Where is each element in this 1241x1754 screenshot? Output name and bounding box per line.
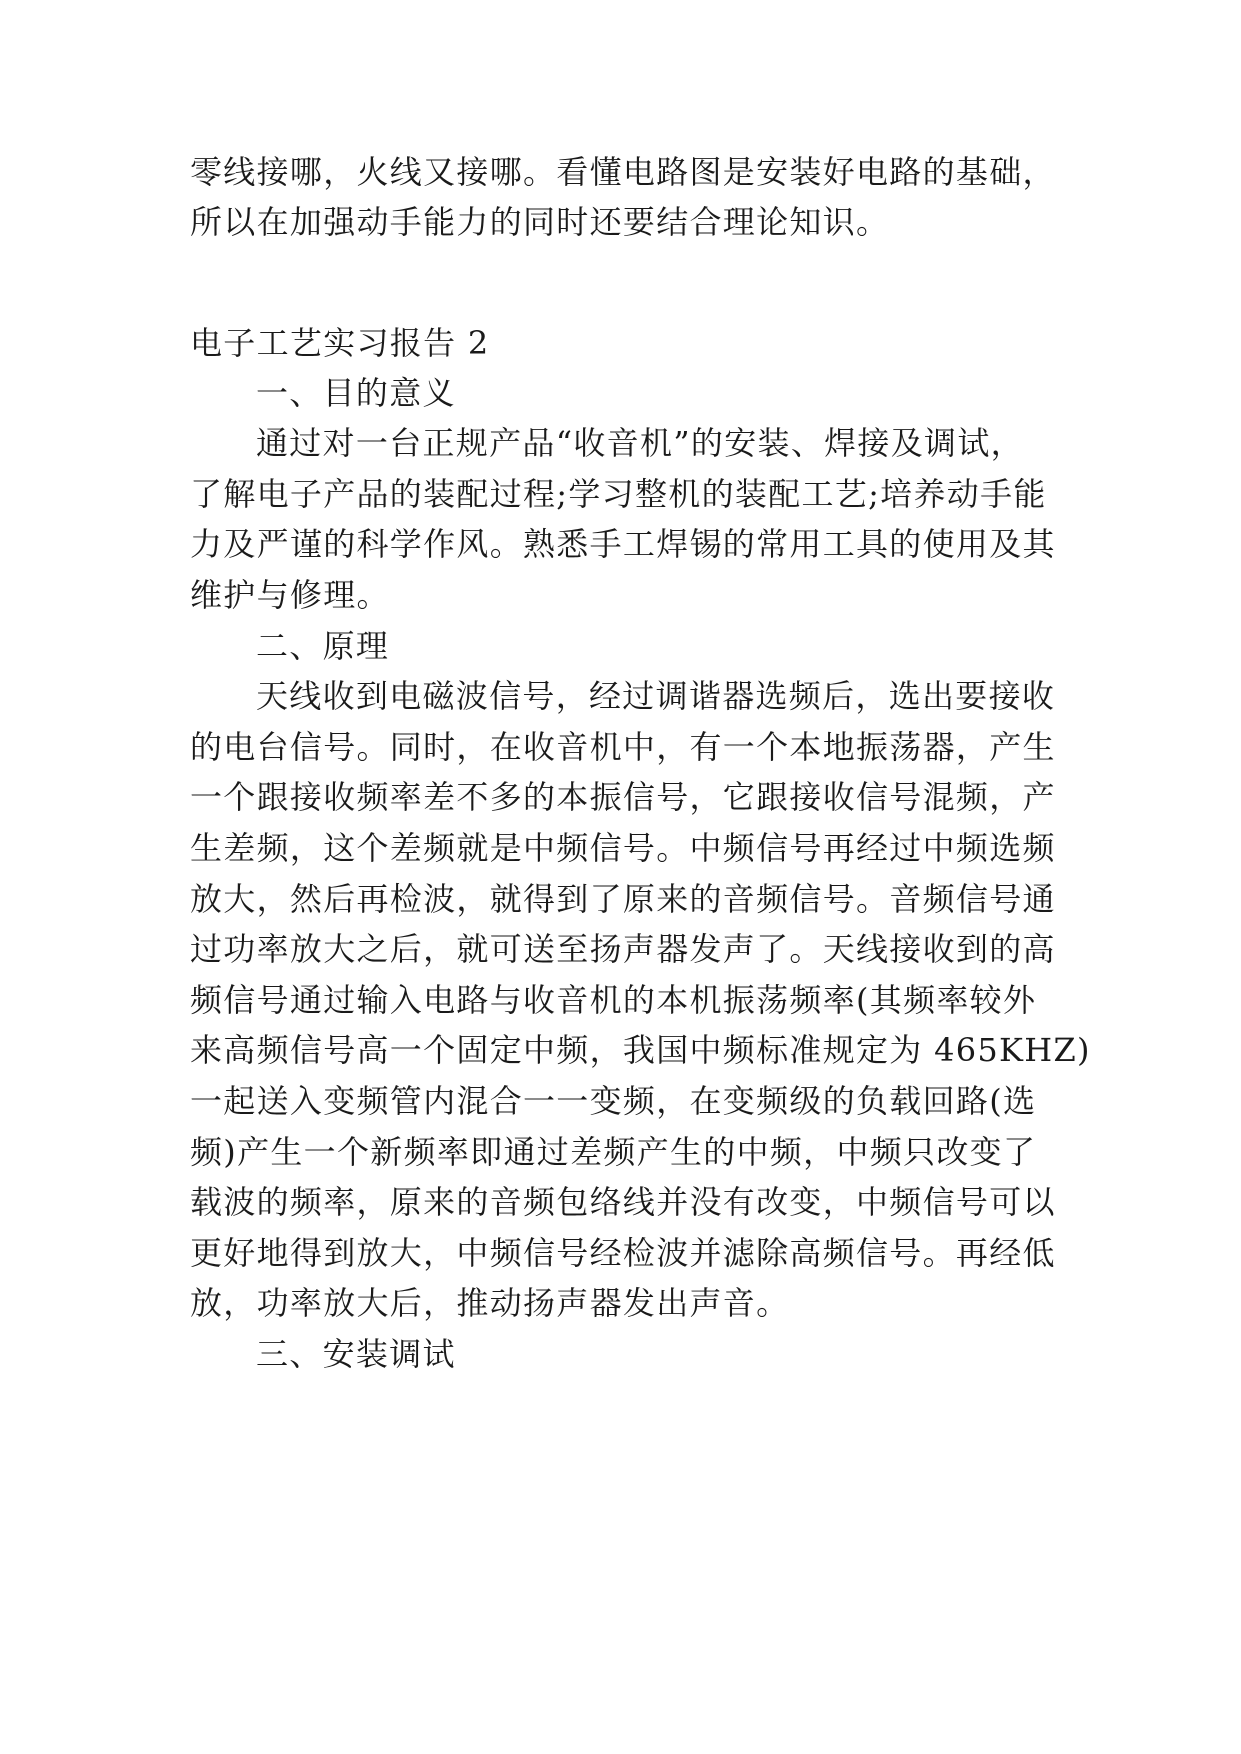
report-title: 电子工艺实习报告 2 bbox=[190, 324, 490, 362]
paragraph-line: 一个跟接收频率差不多的本振信号，它跟接收信号混频，产 bbox=[190, 778, 1056, 816]
paragraph-line: 放，功率放大后，推动扬声器发出声音。 bbox=[190, 1284, 790, 1322]
paragraph-line: 更好地得到放大，中频信号经检波并滤除高频信号。再经低 bbox=[190, 1234, 1056, 1272]
paragraph-line: 载波的频率，原来的音频包络线并没有改变，中频信号可以 bbox=[190, 1183, 1056, 1221]
paragraph-line: 维护与修理。 bbox=[190, 576, 390, 614]
section-heading-principle: 二、原理 bbox=[256, 627, 390, 665]
paragraph-line: 所以在加强动手能力的同时还要结合理论知识。 bbox=[190, 203, 890, 241]
paragraph-line: 天线收到电磁波信号，经过调谐器选频后，选出要接收 bbox=[256, 677, 1056, 715]
paragraph-line: 生差频，这个差频就是中频信号。中频信号再经过中频选频 bbox=[190, 829, 1056, 867]
paragraph-line: 频)产生一个新频率即通过差频产生的中频，中频只改变了 bbox=[190, 1133, 1037, 1171]
paragraph-line: 一起送入变频管内混合一一变频，在变频级的负载回路(选 bbox=[190, 1082, 1037, 1120]
paragraph-line: 频信号通过输入电路与收音机的本机振荡频率(其频率较外 bbox=[190, 981, 1037, 1019]
paragraph-line: 通过对一台正规产品“收音机”的安装、焊接及调试， bbox=[256, 424, 1024, 462]
paragraph-line: 的电台信号。同时，在收音机中，有一个本地振荡器，产生 bbox=[190, 728, 1056, 766]
section-heading-purpose: 一、目的意义 bbox=[256, 374, 456, 412]
paragraph-line: 力及严谨的科学作风。熟悉手工焊锡的常用工具的使用及其 bbox=[190, 525, 1056, 563]
section-heading-installation: 三、安装调试 bbox=[256, 1335, 456, 1373]
paragraph-line: 过功率放大之后，就可送至扬声器发声了。天线接收到的高 bbox=[190, 930, 1056, 968]
paragraph-line: 放大，然后再检波，就得到了原来的音频信号。音频信号通 bbox=[190, 880, 1056, 918]
paragraph-line: 来高频信号高一个固定中频，我国中频标准规定为 465KHZ) bbox=[190, 1031, 1091, 1069]
paragraph-line: 了解电子产品的装配过程;学习整机的装配工艺;培养动手能 bbox=[190, 475, 1047, 513]
paragraph-line: 零线接哪，火线又接哪。看懂电路图是安装好电路的基础， bbox=[190, 153, 1056, 191]
